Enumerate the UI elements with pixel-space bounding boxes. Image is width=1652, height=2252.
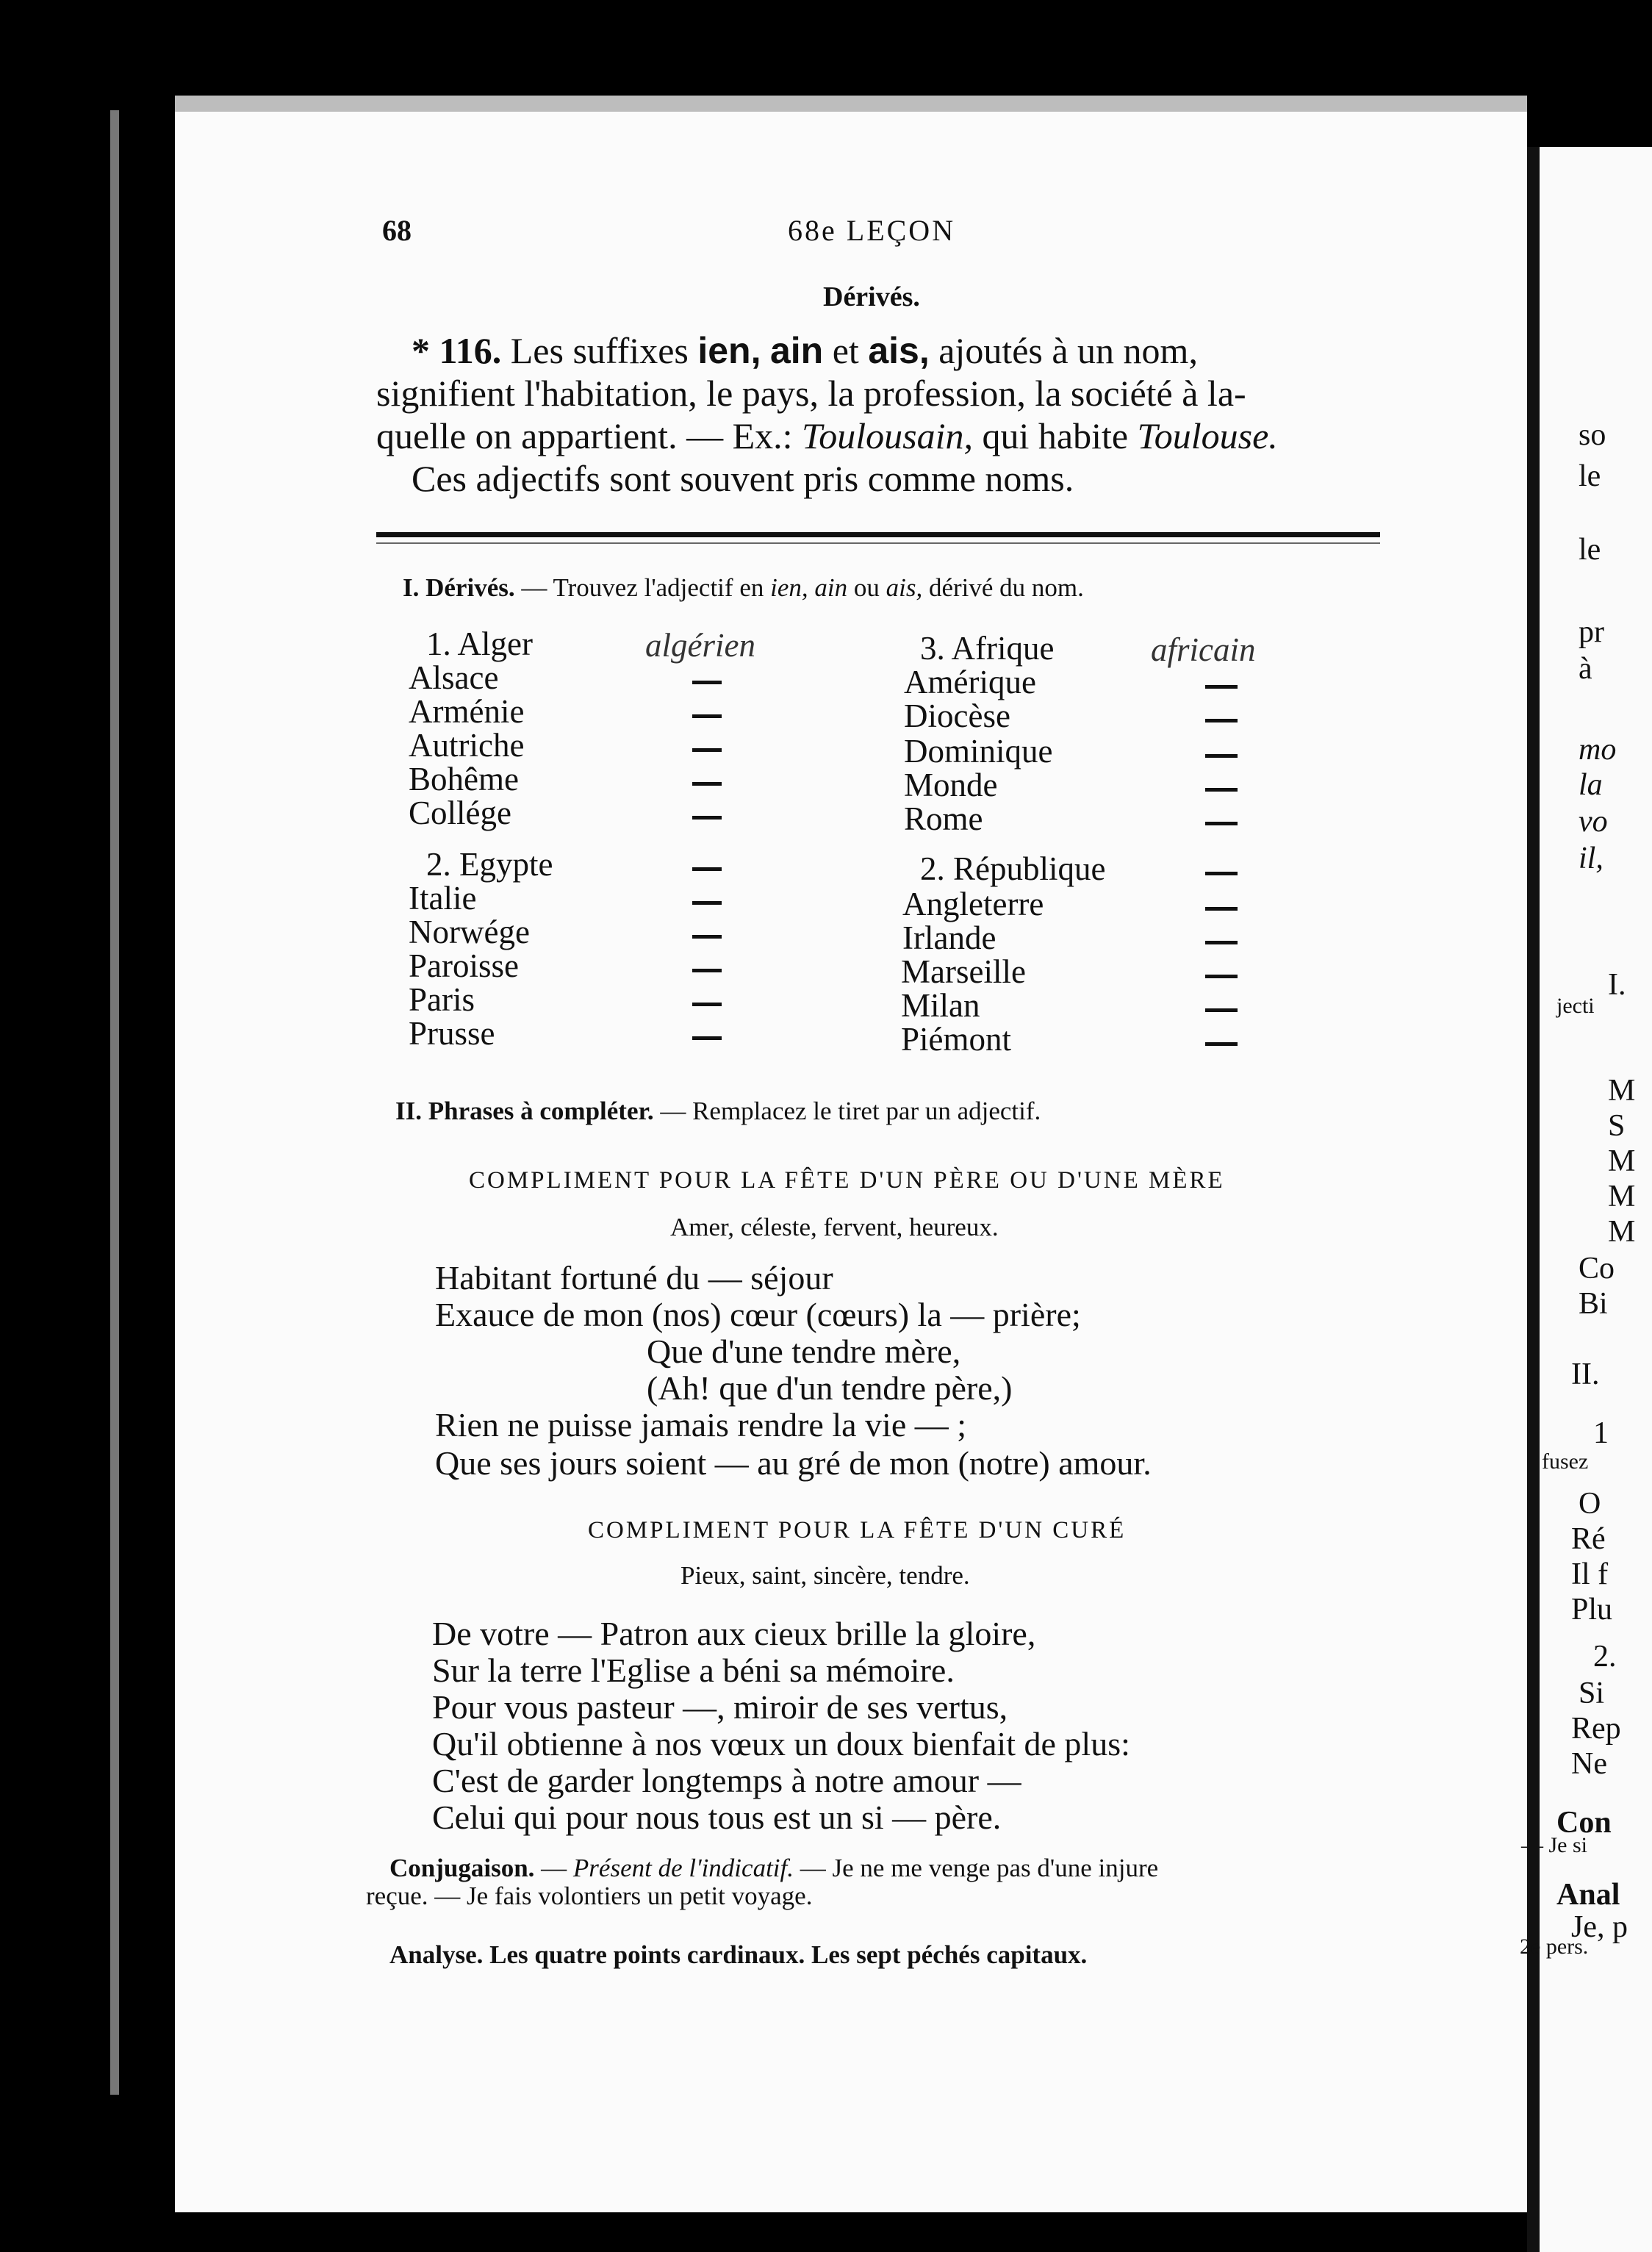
answer-blank-dash [1205, 1008, 1238, 1012]
rule-116-line-1: * 116. Les suffixes ien, ain et ais, ajoutés à un nom, [412, 330, 1198, 371]
right-column-noun: Angleterre [902, 886, 1044, 922]
answer-blank-dash [692, 935, 722, 939]
answer-blank-dash [1205, 685, 1238, 689]
right-page-fragment: jecti [1556, 994, 1595, 1018]
poem-line: (Ah! que d'un tendre père,) [647, 1369, 1013, 1407]
right-page-fragment: à [1579, 652, 1592, 686]
section-divider [376, 532, 1380, 537]
answer-blank-dash [692, 782, 722, 786]
answer-blank-dash [692, 816, 722, 820]
right-page-fragment: 2e pers. [1520, 1934, 1589, 1959]
left-example-answer: algérien [645, 627, 755, 664]
conjugaison-line-2: reçue. — Je fais volontiers un petit voyage. [366, 1882, 813, 1910]
left-column-noun: Italie [409, 880, 477, 917]
right-page-fragment: I. [1608, 968, 1626, 1002]
right-page-fragment: Plu [1571, 1593, 1613, 1627]
answer-blank-dash [692, 1036, 722, 1040]
left-column-noun: Bohême [409, 761, 519, 797]
right-page-fragment: 1 [1593, 1416, 1609, 1450]
right-page-fragment: Bi [1579, 1287, 1608, 1321]
right-facing-page [1520, 147, 1652, 2252]
right-page-fragment: II. [1571, 1358, 1600, 1391]
poem-line: Habitant fortuné du — séjour [435, 1259, 833, 1297]
right-page-fragment: la [1579, 768, 1603, 802]
answer-blank-dash [1205, 719, 1238, 722]
answer-blank-dash [1205, 975, 1238, 978]
right-page-fragment: Il f [1571, 1557, 1609, 1591]
poem-line: C'est de garder longtemps à notre amour — [432, 1762, 1021, 1799]
right-page-fragment: vo [1579, 805, 1608, 839]
poem-line: Pour vous pasteur —, miroir de ses vertus, [432, 1688, 1008, 1726]
right-page-fragment: M [1608, 1215, 1636, 1249]
suffix-ain: ain [769, 330, 824, 371]
rule-116-line-3: quelle on appartient. — Ex.: Toulousain, qui habite Toulouse. [376, 415, 1278, 456]
exercise-1-label: I. Dérivés. [403, 573, 515, 602]
answer-blank-dash [692, 714, 722, 718]
running-title: 68e LEÇON [788, 214, 956, 247]
conjugaison-line-1: Conjugaison. — Présent de l'indicatif. — Je ne me venge pas d'une injure [389, 1854, 1159, 1882]
right-page-fragment: M [1608, 1144, 1636, 1178]
left-column-noun: Paroisse [409, 947, 519, 984]
right-column-noun: Diocèse [904, 698, 1010, 734]
right-page-fragment: mo [1579, 733, 1617, 767]
answer-blank-dash [692, 969, 722, 972]
analyse-label: Analyse. [389, 1940, 484, 1969]
right-column-noun: Amérique [904, 664, 1036, 700]
exercise-2-label: II. Phrases à compléter. [395, 1097, 654, 1125]
right-page-fragment: M [1608, 1074, 1636, 1108]
right-column-noun: Piémont [901, 1021, 1012, 1058]
right-page-fragment: Ré [1571, 1522, 1606, 1556]
example-word: Toulousain, [802, 415, 973, 456]
poem-2-word-list: Pieux, saint, sincère, tendre. [680, 1561, 970, 1590]
left-column-noun: Collége [409, 795, 511, 831]
right-page-fragment: O [1579, 1487, 1601, 1521]
right-page-fragment: M [1608, 1180, 1636, 1213]
left-column-noun: 1. Alger [426, 625, 533, 662]
right-page-fragment: so [1579, 418, 1606, 452]
right-page-fragment: — Je si [1521, 1833, 1587, 1857]
section-divider-thin [376, 542, 1380, 544]
poem-line: Celui qui pour nous tous est un si — père. [432, 1799, 1002, 1836]
example-city: Toulouse. [1137, 415, 1278, 456]
answer-blank-dash [692, 748, 722, 752]
book-binding [110, 110, 119, 2095]
rule-116-line-4: Ces adjectifs sont souvent pris comme noms. [412, 458, 1074, 499]
suffix-ien: ien, [697, 330, 761, 371]
right-column-noun: 3. Afrique [920, 630, 1055, 667]
left-column-noun: Norwége [409, 914, 530, 950]
right-column-noun: 2. République [920, 850, 1106, 887]
exercise-1-instruction: I. Dérivés. — Trouvez l'adjectif en ien, ain ou ais, dérivé du nom. [403, 573, 1084, 602]
poem-1-word-list: Amer, céleste, fervent, heureux. [670, 1213, 999, 1241]
left-column-noun: Autriche [409, 727, 525, 764]
suffix-ais: ais, [868, 330, 930, 371]
answer-blank-dash [692, 901, 722, 905]
right-page-fragment: S [1608, 1109, 1626, 1143]
left-column-noun: Alsace [409, 659, 499, 696]
poem-line: Sur la terre l'Eglise a béni sa mémoire. [432, 1652, 955, 1689]
answer-blank-dash [1205, 754, 1238, 758]
answer-blank-dash [1205, 941, 1238, 944]
poem-line: Qu'il obtienne à nos vœux un doux bienfait de plus: [432, 1725, 1130, 1762]
poem-2-title: COMPLIMENT POUR LA FÊTE D'UN CURÉ [588, 1517, 1127, 1543]
answer-blank-dash [1205, 872, 1238, 875]
right-column-noun: Milan [901, 987, 980, 1024]
answer-blank-dash [692, 867, 722, 871]
right-column-noun: Rome [904, 800, 983, 837]
right-page-fragment: le [1579, 533, 1601, 567]
rule-number: * 116. [412, 330, 502, 371]
exercise-2-instruction: II. Phrases à compléter. — Remplacez le tiret par un adjectif. [395, 1097, 1041, 1125]
right-example-answer: africain [1151, 631, 1256, 668]
conjugaison-tense: Présent de l'indicatif. [572, 1854, 794, 1882]
rule-116-line-2: signifient l'habitation, le pays, la profession, la société à la- [376, 373, 1246, 414]
poem-line: Rien ne puisse jamais rendre la vie — ; [435, 1406, 967, 1444]
left-column-noun: 2. Egypte [426, 846, 553, 883]
poem-line: De votre — Patron aux cieux brille la gloire, [432, 1615, 1036, 1652]
analyse-line: Analyse. Les quatre points cardinaux. Les sept péchés capitaux. [389, 1940, 1088, 1969]
left-column-noun: Arménie [409, 693, 525, 730]
right-page-fragment: pr [1579, 615, 1604, 649]
section-title: Dérivés. [823, 282, 920, 312]
right-page-fragment: fusez [1542, 1449, 1589, 1474]
right-column-noun: Irlande [902, 919, 996, 956]
poem-line: Exauce de mon (nos) cœur (cœurs) la — prière; [435, 1296, 1081, 1333]
right-page-fragment: Con [1556, 1806, 1612, 1840]
right-page-fragment: 2. [1593, 1640, 1617, 1674]
poem-1-title: COMPLIMENT POUR LA FÊTE D'UN PÈRE OU D'UNE MÈRE [469, 1167, 1225, 1194]
right-column-noun: Marseille [901, 953, 1026, 990]
right-page-fragment: Co [1579, 1252, 1615, 1285]
answer-blank-dash [1205, 1042, 1238, 1046]
right-column-noun: Dominique [904, 733, 1053, 770]
poem-line: Que ses jours soient — au gré de mon (notre) amour. [435, 1444, 1152, 1482]
right-page-fragment: Rep [1571, 1712, 1621, 1746]
right-page-fragment: il, [1579, 842, 1603, 875]
right-page-fragment: Ne [1571, 1747, 1607, 1781]
answer-blank-dash [1205, 788, 1238, 792]
left-column-noun: Paris [409, 981, 475, 1018]
conjugaison-label: Conjugaison. [389, 1854, 535, 1882]
page-number: 68 [382, 214, 412, 247]
poem-line: Que d'une tendre mère, [647, 1333, 961, 1370]
right-column-noun: Monde [904, 767, 998, 803]
right-page-fragment: Si [1579, 1677, 1605, 1710]
answer-blank-dash [692, 1003, 722, 1006]
right-page-fragment: Anal [1556, 1878, 1620, 1912]
answer-blank-dash [1205, 907, 1238, 911]
right-page-fragment: Je, p [1571, 1910, 1628, 1944]
left-column-noun: Prusse [409, 1015, 495, 1052]
right-page-fragment: le [1579, 459, 1601, 493]
answer-blank-dash [692, 681, 722, 684]
answer-blank-dash [1205, 822, 1238, 825]
page-top-edge [175, 96, 1527, 112]
